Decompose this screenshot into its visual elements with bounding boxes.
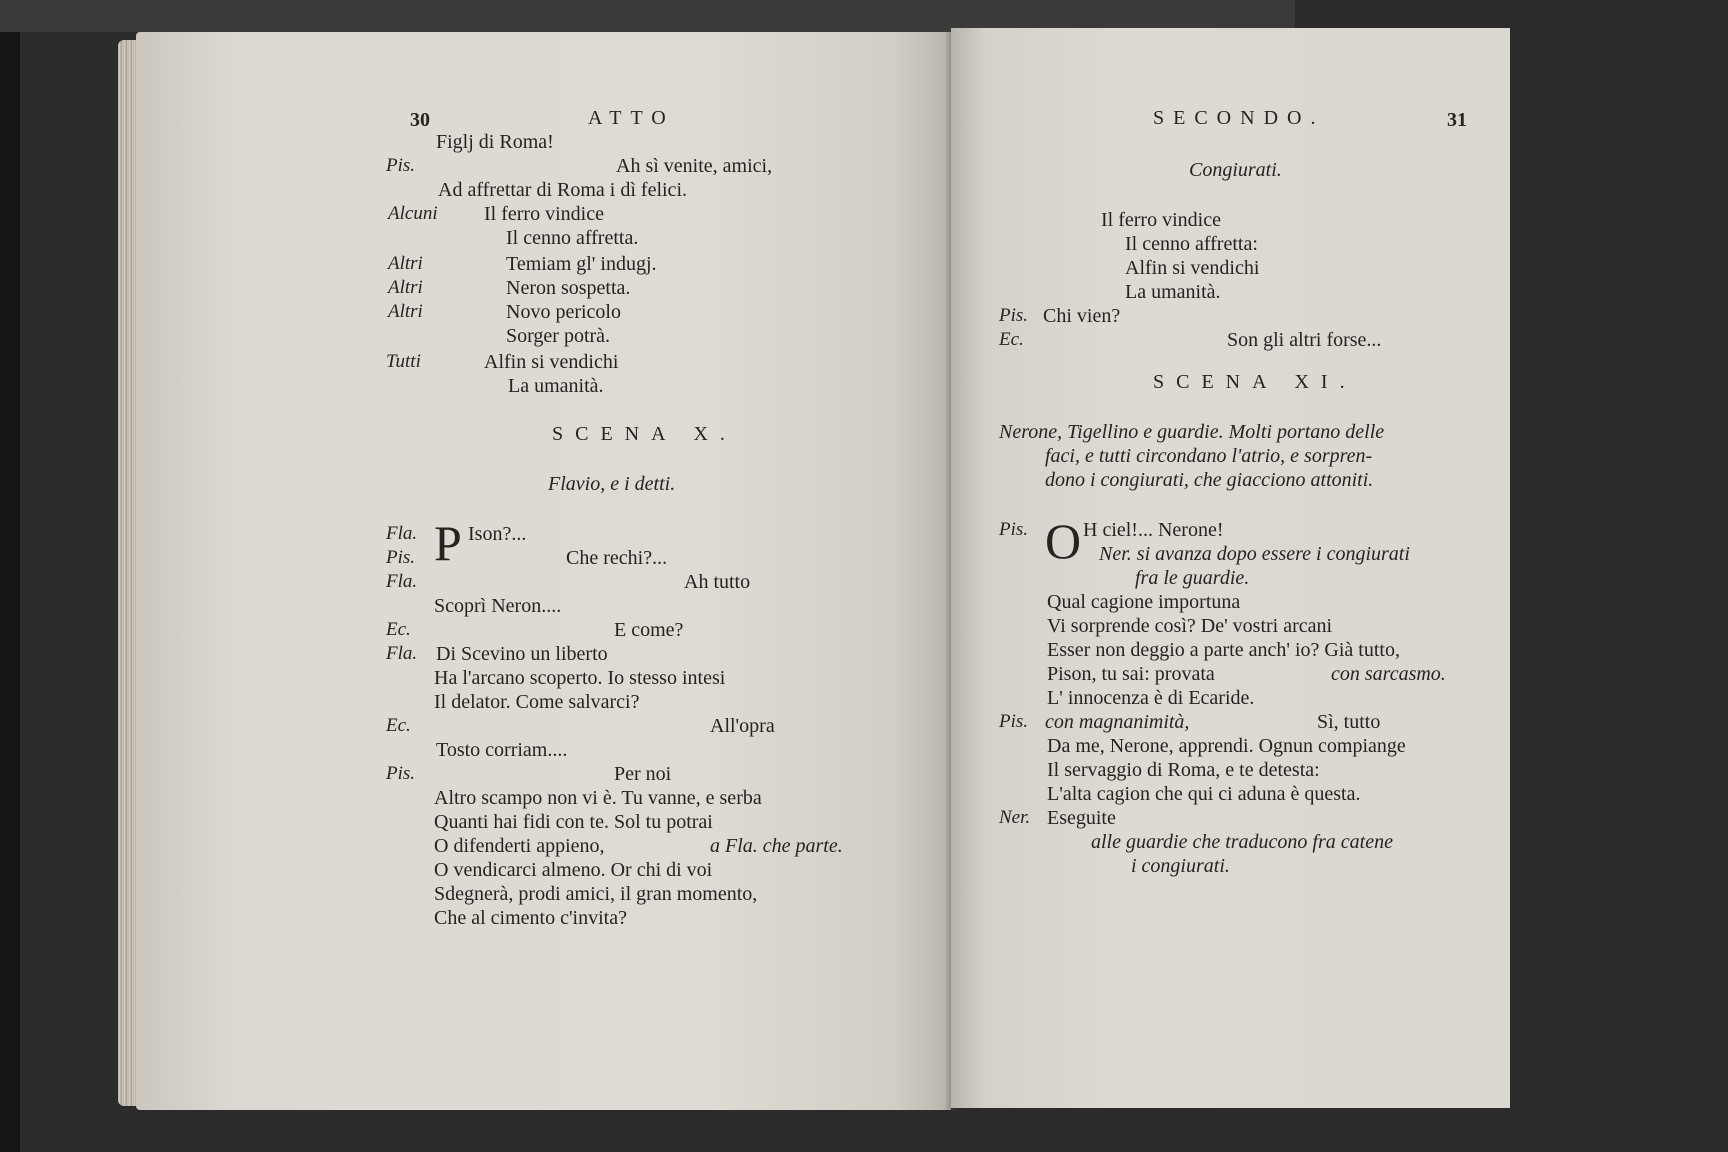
page-number: 30 [410, 109, 430, 131]
page-number: 31 [1447, 109, 1467, 131]
speaker: Pis. [386, 547, 416, 568]
speaker: Fla. [386, 643, 418, 664]
verse-line: Ad affrettar di Roma i dì felici. [438, 179, 687, 201]
verse-line: Quanti hai fidi con te. Sol tu potrai [434, 811, 713, 833]
verse-line: O difenderti appieno, [434, 835, 605, 857]
verse-line: Il servaggio di Roma, e te detesta: [1047, 759, 1320, 781]
verse-line: Chi vien? [1043, 305, 1121, 327]
verse-line: Il delator. Come salvarci? [434, 691, 640, 713]
verse-line: Sdegnerà, prodi amici, il gran momento, [434, 883, 758, 905]
verse-line: Ha l'arcano scoperto. Io stesso intesi [434, 667, 726, 689]
scene-heading: SCENA XI. [1153, 371, 1357, 393]
verse-line: Eseguite [1047, 807, 1116, 829]
speaker: Alcuni [388, 203, 438, 224]
stage-direction: a Fla. che parte. [710, 835, 843, 857]
stage-direction: Ner. si avanza dopo essere i congiurati [1099, 543, 1410, 565]
verse-line: Che rechi?... [566, 547, 668, 569]
stage-direction: con sarcasmo. [1331, 663, 1446, 685]
verse-line: Alfin si vendichi [484, 351, 619, 373]
verse-line: Ah tutto [684, 571, 751, 593]
verse-line: Sì, tutto [1317, 711, 1381, 733]
speaker: Tutti [386, 351, 421, 372]
verse-line: Scoprì Neron.... [434, 595, 562, 617]
verse-line: Esser non deggio a parte anch' io? Già tutto, [1047, 639, 1400, 661]
scene-characters: Congiurati. [1189, 159, 1282, 181]
verse-line: Ison?... [468, 523, 527, 545]
verse-line: Da me, Nerone, apprendi. Ognun compiange [1047, 735, 1406, 757]
verse-line: Neron sospetta. [506, 277, 631, 299]
speaker: Fla. [386, 523, 418, 544]
stage-direction: dono i congiurati, che giacciono attoniti. [1045, 469, 1374, 491]
stage-direction: faci, e tutti circondano l'atrio, e sorpren- [1045, 445, 1373, 467]
verse-line: H ciel!... Nerone! [1083, 519, 1224, 541]
backdrop [0, 0, 20, 1152]
verse-line: O vendicarci almeno. Or chi di voi [434, 859, 713, 881]
speaker: Pis. [386, 763, 416, 784]
right-page [951, 28, 1510, 1108]
verse-line: Figlj di Roma! [436, 131, 554, 153]
drop-cap: P [434, 515, 462, 571]
running-head: SECONDO. [1153, 107, 1325, 129]
stage-direction: fra le guardie. [1135, 567, 1250, 589]
drop-cap: O [1045, 513, 1082, 569]
verse-line: Altro scampo non vi è. Tu vanne, e serba [434, 787, 762, 809]
verse-line: E come? [614, 619, 684, 641]
verse-line: L' innocenza è di Ecaride. [1047, 687, 1255, 709]
verse-line: Qual cagione importuna [1047, 591, 1241, 613]
verse-line: La umanità. [508, 375, 604, 397]
verse-line: Il ferro vindice [484, 203, 604, 225]
left-page [136, 32, 951, 1110]
speaker: Altri [388, 301, 423, 322]
verse-line: Che al cimento c'invita? [434, 907, 627, 929]
verse-line: Sorger potrà. [506, 325, 611, 347]
verse-line: Novo pericolo [506, 301, 621, 323]
speaker: Ec. [386, 619, 411, 640]
verse-line: Tosto corriam.... [436, 739, 568, 761]
verse-line: Temiam gl' indugj. [506, 253, 657, 275]
stage-direction: alle guardie che traducono fra catene [1091, 831, 1393, 853]
verse-line: Pison, tu sai: provata [1047, 663, 1215, 685]
verse-line: Per noi [614, 763, 672, 785]
verse-line: Ah sì venite, amici, [616, 155, 773, 177]
speaker: Altri [388, 277, 423, 298]
speaker: Pis. [999, 711, 1029, 732]
speaker: Fla. [386, 571, 418, 592]
running-head: ATTO [588, 107, 675, 129]
open-book [118, 32, 1510, 1110]
speaker: Altri [388, 253, 423, 274]
scene-characters: Flavio, e i detti. [548, 473, 676, 495]
verse-line: All'opra [710, 715, 775, 737]
verse-line: Di Scevino un liberto [436, 643, 608, 665]
speaker: Ec. [386, 715, 411, 736]
stage-direction: con magnanimità, [1045, 711, 1190, 733]
verse-line: Alfin si vendichi [1125, 257, 1260, 279]
stage-direction: i congiurati. [1131, 855, 1230, 877]
verse-line: Il ferro vindice [1101, 209, 1221, 231]
speaker: Ec. [999, 329, 1024, 350]
verse-line: L'alta cagion che qui ci aduna è questa. [1047, 783, 1361, 805]
speaker: Ner. [999, 807, 1031, 828]
scene-heading: SCENA X. [552, 423, 737, 445]
speaker: Pis. [999, 305, 1029, 326]
speaker: Pis. [999, 519, 1029, 540]
speaker: Pis. [386, 155, 416, 176]
verse-line: Vi sorprende così? De' vostri arcani [1047, 615, 1333, 637]
stage-direction: Nerone, Tigellino e guardie. Molti portano delle [999, 421, 1385, 443]
verse-line: Il cenno affretta. [506, 227, 639, 249]
verse-line: La umanità. [1125, 281, 1221, 303]
verse-line: Son gli altri forse... [1227, 329, 1382, 351]
verse-line: Il cenno affretta: [1125, 233, 1258, 255]
